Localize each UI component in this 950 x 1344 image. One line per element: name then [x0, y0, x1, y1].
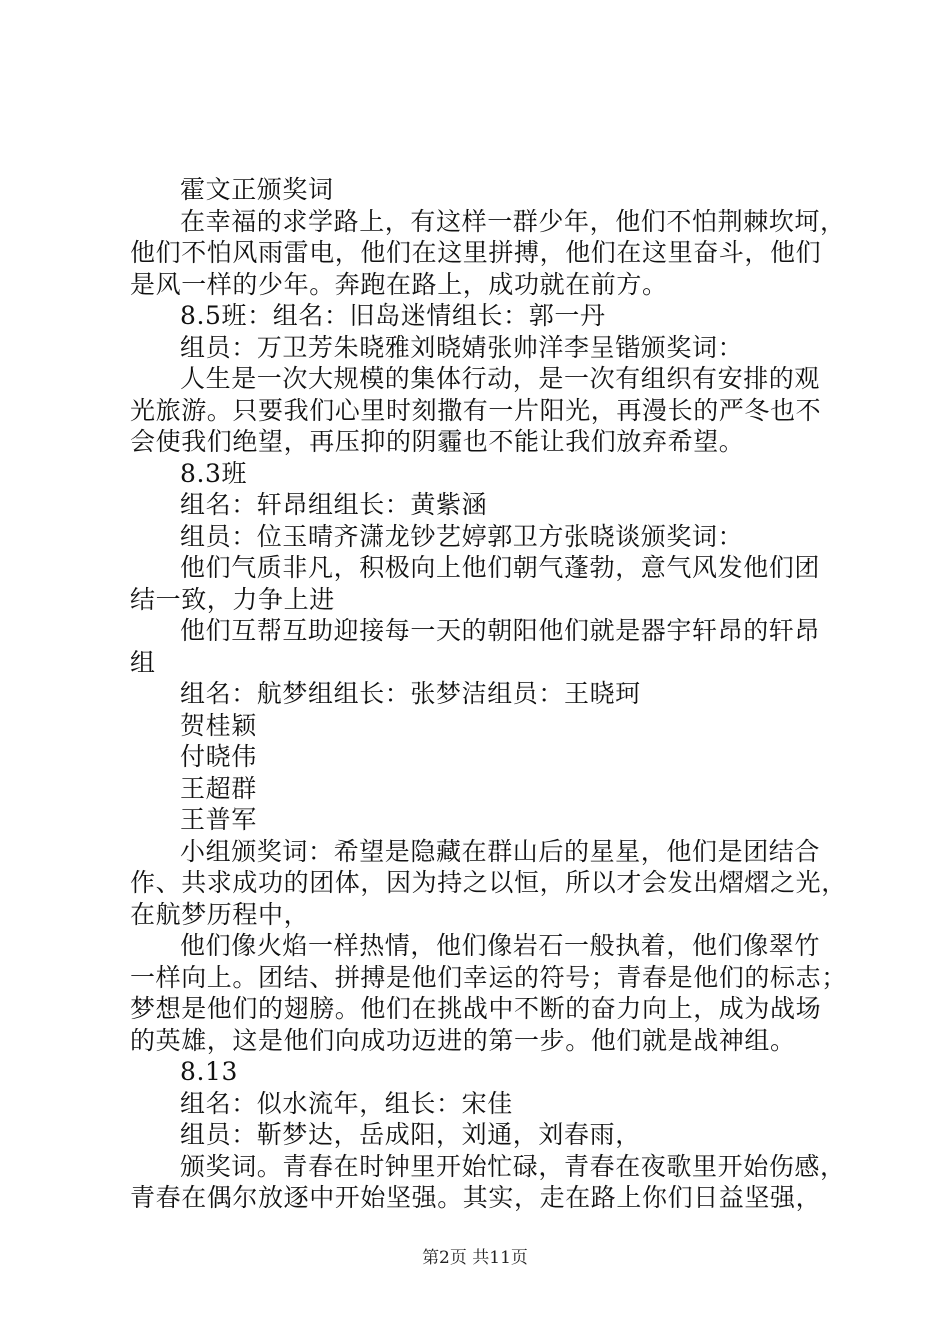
- text-line: 组名：航梦组组长：张梦洁组员：王晓珂: [180, 679, 641, 708]
- text-line: 一样向上。团结、拼搏是他们幸运的符号；青春是他们的标志；: [130, 962, 847, 992]
- text-line: 在幸福的求学路上，有这样一群少年，他们不怕荆棘坎坷，: [180, 206, 846, 236]
- text-line: 付晓伟: [180, 742, 257, 771]
- text-line: 是风一样的少年。奔跑在路上，成功就在前方。: [130, 269, 668, 299]
- text-line: 霍文正颁奖词: [180, 175, 334, 204]
- text-line: 结一致，力争上进: [130, 584, 335, 614]
- text-line: 组员：万卫芳朱晓雅刘晓婧张帅洋李呈锴颁奖词：: [180, 332, 744, 362]
- text-line: 王普军: [180, 805, 257, 834]
- text-line: 组员：靳梦达，岳成阳，刘通，刘春雨，: [180, 1120, 641, 1149]
- text-line: 组: [130, 647, 156, 677]
- text-line: 他们不怕风雨雷电，他们在这里拼搏，他们在这里奋斗，他们: [130, 238, 822, 267]
- text-line: 贺桂颖: [180, 710, 257, 740]
- text-line: 8.3班: [180, 458, 248, 488]
- text-line: 作、共求成功的团体，因为持之以恒，所以才会发出熠熠之光，: [130, 868, 847, 897]
- text-line: 光旅游。只要我们心里时刻撒有一片阳光，再漫长的严冬也不: [130, 395, 822, 425]
- text-line: 会使我们绝望，再压抑的阴霾也不能让我们放弃希望。: [130, 427, 745, 456]
- text-line: 小组颁奖词：希望是隐藏在群山后的星星，他们是团结合: [180, 836, 821, 866]
- text-line: 他们互帮互助迎接每一天的朝阳他们就是器宇轩昂的轩昂: [180, 616, 821, 645]
- text-line: 8.13: [180, 1057, 239, 1086]
- text-line: 青春在偶尔放逐中开始坚强。其实，走在路上你们日益坚强，: [130, 1183, 822, 1212]
- text-line: 他们像火焰一样热情，他们像岩石一般执着，他们像翠竹: [180, 931, 821, 960]
- text-line: 8.5班：组名：旧岛迷情组长：郭一丹: [180, 301, 606, 330]
- text-line: 人生是一次大规模的集体行动，是一次有组织有安排的观: [180, 364, 821, 393]
- text-line: 他们气质非凡，积极向上他们朝气蓬勃，意气风发他们团: [180, 553, 821, 582]
- text-line: 在航梦历程中，: [130, 899, 310, 929]
- text-line: 梦想是他们的翅膀。他们在挑战中不断的奋力向上，成为战场: [130, 994, 822, 1023]
- text-line: 的英雄，这是他们向成功迈进的第一步。他们就是战神组。: [130, 1025, 796, 1055]
- text-line: 组员：位玉晴齐潇龙钞艺婷郭卫方张晓谈颁奖词：: [180, 521, 744, 551]
- text-line: 组名：似水流年，组长：宋佳: [180, 1088, 513, 1118]
- text-line: 王超群: [180, 773, 257, 803]
- page-footer: 第2页 共11页: [422, 1248, 528, 1268]
- document-body: [130, 174, 847, 1214]
- text-line: 组名：轩昂组组长：黄紫涵: [180, 490, 488, 519]
- text-line: 颁奖词。青春在时钟里开始忙碌，青春在夜歌里开始伤感，: [180, 1151, 846, 1181]
